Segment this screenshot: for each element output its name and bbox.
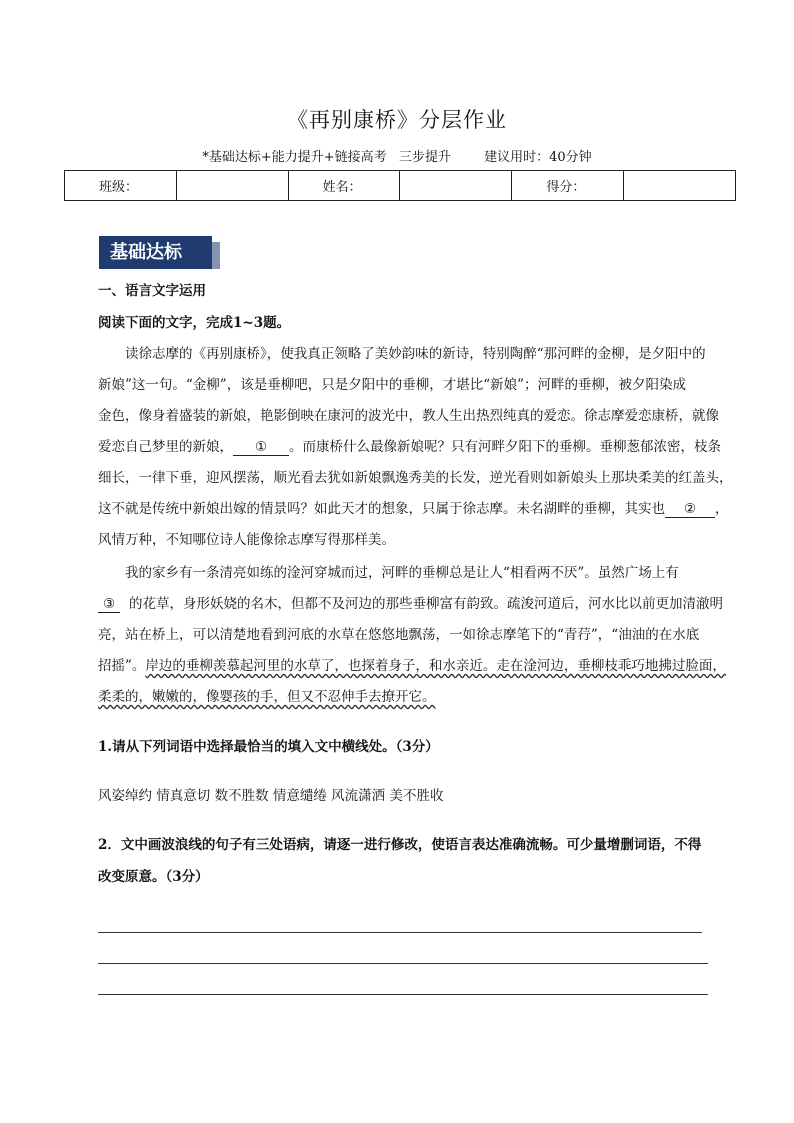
passage-line [98, 687, 738, 707]
class-label: 班级： [65, 171, 177, 201]
blank-1: ① [233, 439, 289, 456]
passage-text: 这不就是传统中新娘出嫁的情景吗？如此天才的想象，只属于徐志摩。未名湖畔的垂柳，其实也 [98, 501, 665, 517]
answer-line[interactable] [98, 963, 708, 964]
passage-line: 风情万种，不知哪位诗人能像徐志摩写得那样美。 [98, 532, 395, 548]
passage-line: 读徐志摩的《再别康桥》，使我真正领略了美妙韵味的新诗，特别陶醉“那河畔的金柳，是夕阳中的 [125, 346, 706, 362]
blank-2: ② [665, 501, 715, 518]
class-field[interactable] [176, 171, 288, 201]
passage-line [98, 594, 738, 614]
page-title: 《再别康桥》分层作业 [287, 108, 507, 132]
passage-text: 。而康桥什么最像新娘呢？只有河畔夕阳下的垂柳。垂柳葱郁浓密，枝条 [289, 439, 721, 455]
part-heading: 一、语言文字运用 [98, 283, 206, 299]
question-2: 2．文中画波浪线的句子有三处语病，请逐一进行修改，使语言表达准确流畅。可少量增删词语，不得 [98, 837, 702, 853]
name-field[interactable] [400, 171, 512, 201]
passage-line [98, 499, 738, 519]
wavy-underlined-sentence: 柔柔的，嫩嫩的，像婴孩的手，但又不忍伸手去撩开它。 [98, 689, 436, 705]
word-options: 风姿绰约 情真意切 数不胜数 情意缱绻 风流潇洒 美不胜收 [98, 788, 444, 804]
student-info-table [64, 170, 736, 201]
passage-line: 新娘”这一句。“金柳”，该是垂柳吧，只是夕阳中的垂柳，才堪比“新娘”；河畔的垂柳，被夕阳染成 [98, 377, 687, 393]
passage-line: 细长，一律下垂，迎风摆荡，顺光看去犹如新娘飘逸秀美的长发，逆光看则如新娘头上那块柔美的红盖头， [98, 470, 733, 486]
blank-3: ③ [98, 596, 120, 613]
page-subtitle: *基础达标+能力提升+链接高考 三步提升 建议用时：40分钟 [202, 150, 592, 165]
reading-instruction: 阅读下面的文字，完成1~3题。 [98, 315, 291, 331]
passage-line: 我的家乡有一条清亮如练的淦河穿城而过，河畔的垂柳总是让人“相看两不厌”。虽然广场上有 [125, 565, 679, 581]
question-2-continued: 改变原意。（3分） [98, 869, 209, 885]
passage-text: 招摇”。 [98, 658, 146, 674]
name-label: 姓名： [288, 171, 400, 201]
question-1: 1.请从下列词语中选择最恰当的填入文中横线处。（3分） [98, 739, 439, 755]
score-field[interactable] [624, 171, 736, 201]
wavy-underlined-sentence: 岸边的垂柳羡慕起河里的水草了，也探着身子，和水亲近。走在淦河边，垂柳枝乖巧地拂过脸面， [145, 658, 726, 674]
passage-text: 的花草，身形妖娆的名木，但都不及河边的那些垂柳富有韵致。疏浚河道后，河水比以前更加清澈明 [129, 596, 723, 612]
passage-line: 金色，像身着盛装的新娘，艳影倒映在康河的波光中，教人生出热烈纯真的爱恋。徐志摩爱恋康桥，就像 [98, 408, 719, 424]
passage-text: ， [715, 501, 729, 517]
passage-line [98, 437, 738, 457]
answer-line[interactable] [98, 932, 702, 933]
score-label: 得分： [512, 171, 624, 201]
passage-text: 爱恋自己梦里的新娘， [98, 439, 233, 455]
answer-line[interactable] [98, 994, 708, 995]
passage-line [98, 656, 738, 676]
passage-line: 亮，站在桥上，可以清楚地看到河底的水草在悠悠地飘荡，一如徐志摩笔下的“青荇”，“油油的在水底 [98, 627, 700, 643]
section-badge: 基础达标 [99, 236, 212, 269]
